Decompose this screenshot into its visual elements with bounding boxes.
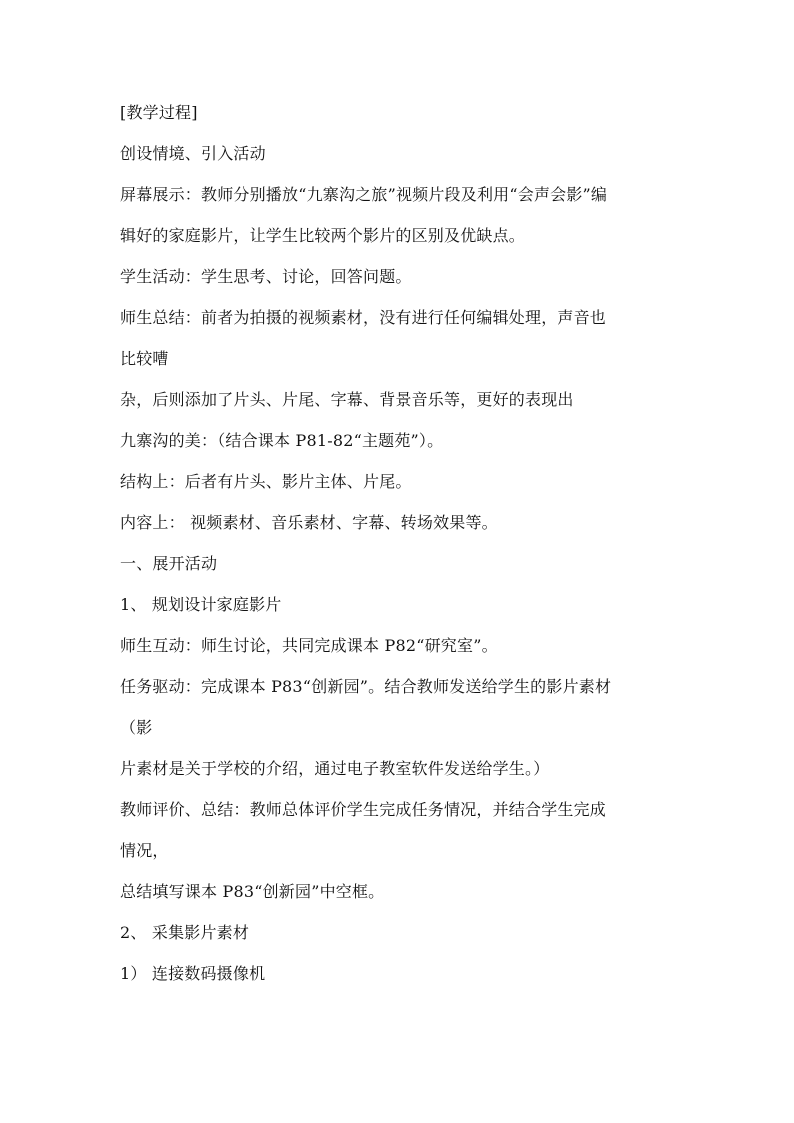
sub-item-1: 1） 连接数码摄像机 (120, 964, 266, 983)
subheading-create-situation: 创设情境、引入活动 (120, 144, 266, 163)
paragraph-line: 任务驱动：完成课本 P83“创新园”。结合教师发送给学生的影片素材 (120, 677, 612, 696)
numbered-item-2: 2、 采集影片素材 (120, 923, 250, 942)
paragraph-line: 辑好的家庭影片，让学生比较两个影片的区别及优缺点。 (120, 226, 526, 245)
section-heading-teaching-process: [教学过程] (120, 103, 198, 122)
paragraph-line: 九寨沟的美：（结合课本 P81-82“主题苑”）。 (120, 431, 444, 450)
paragraph-line: 教师评价、总结：教师总体评价学生完成任务情况，并结合学生完成 (120, 800, 607, 819)
paragraph-line: 情况， (120, 841, 169, 860)
paragraph-line: 学生活动：学生思考、讨论，回答问题。 (120, 267, 412, 286)
paragraph-line: 师生互动：师生讨论，共同完成课本 P82“研究室”。 (120, 636, 498, 655)
paragraph-line: 屏幕展示：教师分别播放“九寨沟之旅”视频片段及利用“会声会影”编 (120, 185, 608, 204)
numbered-item-1: 1、 规划设计家庭影片 (120, 595, 282, 614)
paragraph-line: 总结填写课本 P83“创新园”中空框。 (120, 882, 385, 901)
paragraph-line: 杂，后则添加了片头、片尾、字幕、背景音乐等，更好的表现出 (120, 390, 574, 409)
paragraph-line: （影 (120, 718, 153, 737)
paragraph-line: 片素材是关于学校的介绍，通过电子教室软件发送给学生。） (120, 759, 550, 778)
document-body (120, 103, 680, 1005)
paragraph-line: 结构上：后者有片头、影片主体、片尾。 (120, 472, 412, 491)
paragraph-line: 内容上： 视频素材、音乐素材、字幕、转场效果等。 (120, 513, 498, 532)
section-heading-expand-activity: 一、展开活动 (120, 554, 218, 573)
paragraph-line: 比较嘈 (120, 349, 169, 368)
paragraph-line: 师生总结：前者为拍摄的视频素材，没有进行任何编辑处理，声音也 (120, 308, 607, 327)
